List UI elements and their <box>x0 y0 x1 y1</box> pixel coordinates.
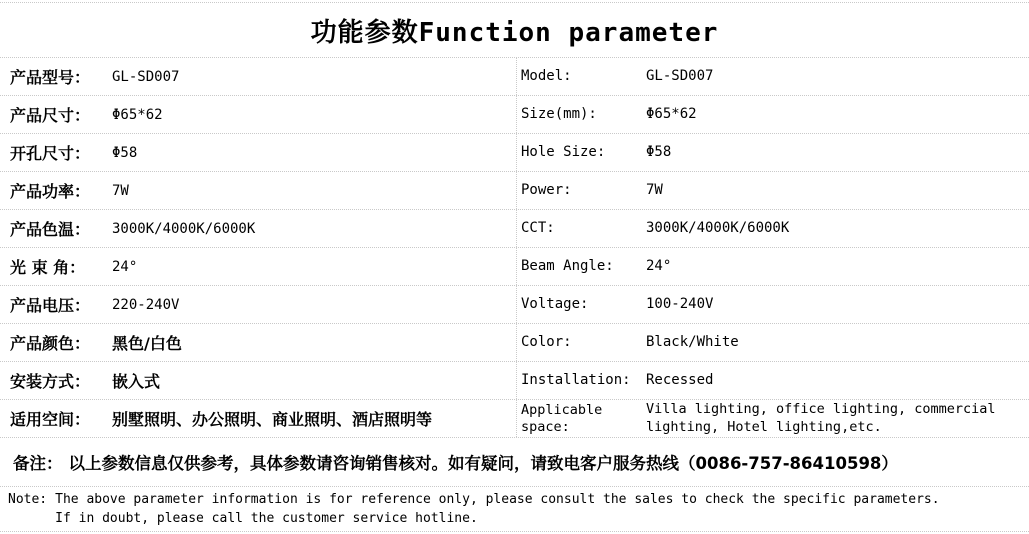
zh-label: 适用空间： <box>10 410 91 429</box>
table-row-cct <box>0 209 1029 247</box>
en-value: 100-240V <box>646 296 714 313</box>
table-row-voltage <box>0 285 1029 323</box>
cell-en-voltage <box>516 286 1029 323</box>
page-title: 功能参数Function parameter <box>310 17 719 48</box>
cell-zh-size <box>0 96 516 133</box>
zh-value: 24° <box>112 258 138 275</box>
zh-value: 3000K/4000K/6000K <box>112 220 256 237</box>
en-value: 3000K/4000K/6000K <box>646 220 790 237</box>
table-row-color <box>0 323 1029 361</box>
cell-zh-color <box>0 324 516 361</box>
cell-en-applicable-space <box>516 400 1029 437</box>
zh-value: 7W <box>112 182 129 199</box>
zh-value: Φ65*62 <box>112 106 163 123</box>
en-value: Φ65*62 <box>646 106 697 123</box>
zh-label: 光 束 角： <box>10 258 86 277</box>
cell-en-color <box>516 324 1029 361</box>
zh-label: 产品颜色： <box>10 334 91 353</box>
table-row-hole-size <box>0 133 1029 171</box>
cell-zh-applicable-space <box>0 400 516 437</box>
en-label: Color: <box>521 333 572 350</box>
zh-value: Φ58 <box>112 144 138 161</box>
cell-en-beam-angle <box>516 248 1029 285</box>
cell-zh-power <box>0 172 516 209</box>
zh-label: 产品尺寸： <box>10 106 91 125</box>
note-text <box>55 490 939 529</box>
cell-en-size <box>516 96 1029 133</box>
en-value: Villa lighting, office lighting, commercial lighting, Hotel lighting,etc. <box>646 400 996 435</box>
en-label: Voltage: <box>521 295 589 312</box>
en-label: Model: <box>521 67 572 84</box>
en-value: Recessed <box>646 372 714 389</box>
zh-value: 黑色/白色 <box>112 334 182 353</box>
cell-en-installation <box>516 362 1029 399</box>
cell-en-power <box>516 172 1029 209</box>
zh-label: 产品型号： <box>10 68 91 87</box>
en-value: GL-SD007 <box>646 68 714 85</box>
cell-zh-beam-angle <box>0 248 516 285</box>
en-value: 7W <box>646 182 663 199</box>
cell-zh-installation <box>0 362 516 399</box>
cell-zh-hole-size <box>0 134 516 171</box>
zh-value: 220-240V <box>112 296 180 313</box>
en-label: Hole Size: <box>521 143 606 160</box>
remark-row <box>0 437 1029 486</box>
en-label: Applicable space: <box>521 401 603 435</box>
zh-value: 别墅照明、办公照明、商业照明、酒店照明等 <box>112 410 433 429</box>
remark-text: 以上参数信息仅供参考，具体参数请咨询销售核对。如有疑问，请致电客户服务热线（0086-757-86410598） <box>68 454 898 473</box>
en-label: Size(mm): <box>521 105 597 122</box>
en-value: 24° <box>646 258 672 275</box>
en-label: Beam Angle: <box>521 257 614 274</box>
cell-en-cct <box>516 210 1029 247</box>
zh-label: 安装方式： <box>10 372 91 391</box>
zh-value: 嵌入式 <box>112 372 161 391</box>
en-label: CCT: <box>521 219 555 236</box>
zh-label: 产品电压： <box>10 296 91 315</box>
cell-en-model <box>516 58 1029 95</box>
cell-en-hole-size <box>516 134 1029 171</box>
cell-zh-voltage <box>0 286 516 323</box>
table-row-beam-angle <box>0 247 1029 285</box>
parameter-table <box>0 2 1029 532</box>
note-line-1: The above parameter information is for reference only, please consult the sales to check the specific parameters. <box>55 491 940 507</box>
en-value: Φ58 <box>646 144 672 161</box>
en-label: Installation: <box>521 371 631 388</box>
table-row-applicable-space <box>0 399 1029 437</box>
zh-label: 开孔尺寸： <box>10 144 91 163</box>
cell-zh-model <box>0 58 516 95</box>
note-row <box>0 486 1029 532</box>
table-row-installation <box>0 361 1029 399</box>
table-title-row <box>0 2 1029 57</box>
table-row-model <box>0 57 1029 95</box>
note-label: Note: <box>8 492 48 507</box>
zh-label: 产品功率： <box>10 182 91 201</box>
remark-label: 备注： <box>13 454 63 473</box>
zh-value: GL-SD007 <box>112 68 180 85</box>
table-row-power <box>0 171 1029 209</box>
zh-label: 产品色温： <box>10 220 91 239</box>
en-label: Power: <box>521 181 572 198</box>
note-line-2: If in doubt, please call the customer service hotline. <box>55 511 478 526</box>
cell-zh-cct <box>0 210 516 247</box>
table-row-size <box>0 95 1029 133</box>
en-value: Black/White <box>646 334 739 351</box>
